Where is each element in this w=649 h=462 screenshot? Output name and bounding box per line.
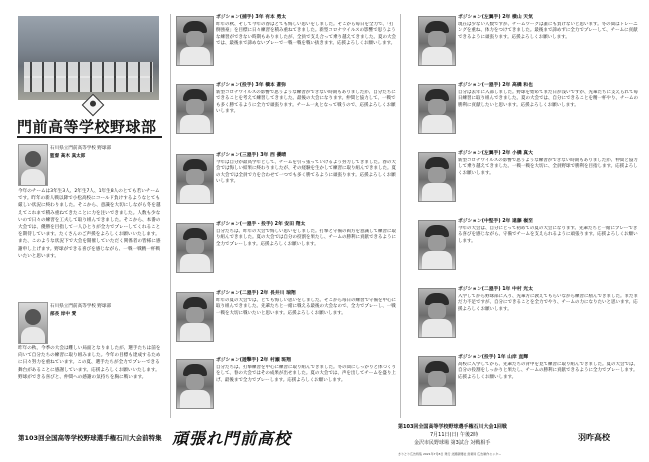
player-photo xyxy=(176,223,214,273)
player-message: 入学してから野球部に入り、先輩方に教えてもらいながら練習に励んできました。まだまだ力不足ですが、自分にできることを全力でやり、チームの力になりたいと思います。応援よろしくお願いします。 xyxy=(458,294,638,312)
player-message: 新型コロナウイルスの影響で思うような練習ができない時期もありましたが、自分たちにできることを考えて練習してきました。最後の大会になります。仲間と協力して、一戦でも多く勝てるように全力で頑張ります。チーム一丸となって戦うので、応援よろしくお願いします。 xyxy=(216,90,396,114)
player-message: 自分たちは、打撃練習を中心に練習に取り組んできました。冬の間にしっかりと体づくりをして、春の大会ではその成果が出せました。夏の大会では、声を出してチームを盛り上げ、最後まで全力でプレーします。応援よろしくお願いします。 xyxy=(216,365,396,383)
cheer-banner: 頑張れ門前高校 xyxy=(172,429,292,448)
player-photo xyxy=(418,220,456,270)
player-card xyxy=(418,218,639,273)
player-photo xyxy=(176,154,214,204)
player-photo xyxy=(418,84,456,134)
player-card xyxy=(176,357,397,412)
player-photo xyxy=(418,16,456,66)
player-message: 今年の大会は、自分にとって初めての夏の大会になります。先輩たちと一緒にプレーできる喜びを感じながら、守備でチームを支えられるように頑張ります。応援よろしくお願いします。 xyxy=(458,226,638,244)
game-title: 第103回全国高等学校野球選手権石川大会1回戦 xyxy=(398,424,507,430)
column-divider xyxy=(170,14,171,418)
player-photo xyxy=(176,359,214,409)
director-affiliation: 石川県立門前高等学校 野球部 xyxy=(50,304,112,309)
player-card xyxy=(176,290,397,345)
player-message: 自分は去年に入部しました。野球を始めてまだ日が浅いですが、先輩たちに支えられて毎日練習に取り組んできました。夏の大会では、自分にできることを精一杯やり、チームの勝利に貢献したいと思います。応援よろしくお願いします。 xyxy=(458,90,638,108)
player-photo xyxy=(418,288,456,338)
player-heading: ポジション(中堅手) 2年 遠藤 嶺至 xyxy=(458,219,533,224)
director-message: 昨年の秋、今季の大会は難しい局面となりましたが、選手たちは前を向いて自分たちの練習に取り組みました。今年の目標も達成するために日々努力を重ねています。この夏、選手たちが全力でプレーできる舞台があることに感謝しています。応援よろしくお願いいたします。野球ができる喜びと、仲間への感謝の気持ちを胸に戦います。 xyxy=(18,346,161,380)
player-message: 昨年の秋、そして今年の春はとても悔しい思いをしました。そこから毎日を全力で、「打倒強豪」を目標に日々練習を積み重ねてきました。新型コロナウイルスの影響で思うような練習ができない時期もありましたが、全員で支え合って乗り越えてきました。夏の大会では、最後まで諦めないプレーで一戦一戦を戦い抜きます。応援よろしくお願いします。 xyxy=(216,22,396,46)
player-heading: ポジション(遊撃手) 2年 村瀬 斑翔 xyxy=(216,358,291,363)
player-card xyxy=(418,286,639,341)
player-heading: ポジション(一塁手) 2年 高橋 和也 xyxy=(458,83,533,88)
school-title: 門前高等学校野球部 xyxy=(17,118,157,136)
game-venue: 金沢市民野球場 第3試合 対戦相手 xyxy=(414,440,491,446)
player-card xyxy=(418,82,639,137)
player-message: 自分たちは、昨年の大会で悔しい思いをしました。打撃と守備の両方を意識して練習に取り組んできました。夏の大会では自分の役割を果たし、チームの勝利に貢献できるように全力でプレーします。応援よろしくお願いします。 xyxy=(216,229,396,247)
player-card xyxy=(176,152,397,207)
coach-affiliation: 石川県立門前高等学校 野球部 xyxy=(50,146,112,151)
director-photo xyxy=(18,302,48,344)
player-card xyxy=(176,14,397,69)
game-date: 7月11日(日) 午後2時 xyxy=(430,432,479,438)
player-heading: ポジション(一塁手・投手) 2年 安田 翔太 xyxy=(216,222,306,227)
player-heading: ポジション(投手) 3年 橋本 蒼弥 xyxy=(216,83,287,88)
player-heading: ポジション(捕手) 3年 有本 勇太 xyxy=(216,15,287,20)
player-heading: ポジション(三塁手) 3年 西 優晴 xyxy=(216,153,287,158)
player-heading: ポジション(投手) 1年 山岸 直輝 xyxy=(458,355,529,360)
player-heading: ポジション(二塁手) 2年 長井川 瑞翔 xyxy=(216,291,296,296)
opponent-name: 羽咋高校 xyxy=(578,433,610,442)
coach-name: 監督 高木 真太郎 xyxy=(50,154,86,159)
player-photo xyxy=(176,84,214,134)
player-card xyxy=(176,221,397,276)
feature-caption: 第103回全国高等学校野球選手権石川大会前特集 xyxy=(18,434,162,442)
player-heading: ポジション(二塁手) 1年 中村 光太 xyxy=(458,287,533,292)
player-message: 昨年の夏の大会では、とても悔しい思いをしました。そこから毎日の練習で守備を中心に取り組んできました。先輩たちと一緒に戦える最後の大会なので、全力でプレーし、一戦一戦を大切に戦いたいと思います。応援よろしくお願いします。 xyxy=(216,298,396,316)
column-divider xyxy=(400,14,401,418)
player-photo xyxy=(176,16,214,66)
title-divider xyxy=(17,136,162,138)
player-message: 新型コロナウイルスの影響で思うような練習ができない時期もありましたが、仲間と協力して乗り越えてきました。一戦一戦を大切に、全員野球で勝利を目指します。応援よろしくお願いします。 xyxy=(458,158,638,176)
player-card xyxy=(418,354,639,409)
coach-message: 今年のチームは3年生3人、2年生7人、1年生8人のとても若いチームです。昨年の新人戦以降で小松高校にコールド負けするようなとても厳しい状況に終わりました。そこから、意識を大切にしながら冬を越えてこれまで積み重ねてきたことに力を注いできました。人数も少ないので日々の練習を工夫して取り組んできました。そこから、本番の大会では、優勝を目指して一人ひとりが全力でプレーしてくれることを期待しています。たくさんのご声援をよろしくお願いいたします。また、このような状況下で大会を開催していただく関係者の皆様に感謝申し上げます。野球ができる喜びを感じながら、一戦一戦精一杯戦いたいと思います。 xyxy=(18,189,161,259)
player-heading: ポジション(左翼手) 2年 小橋 真大 xyxy=(458,151,533,156)
player-message: 現在は少ない人数ですが、チームワークは誰にも負けないと思います。冬の間はトレーニングを重ね、体力をつけてきました。最後まで諦めずに全力でプレーして、チームに貢献できるように頑張ります。応援よろしくお願いします。 xyxy=(458,22,638,40)
player-photo xyxy=(418,356,456,406)
director-name: 部長 岸中 愛 xyxy=(50,312,77,317)
player-photo xyxy=(176,292,214,342)
player-card xyxy=(176,82,397,137)
player-photo xyxy=(418,152,456,202)
team-photo xyxy=(18,16,159,100)
player-heading: ポジション(左翼手) 2年 横山 天気 xyxy=(458,15,533,20)
coach-photo xyxy=(18,144,48,186)
player-message: 高校に入学してから、先輩たちの背中を見て練習に取り組んできました。夏の大会では、自分の役割をしっかりと果たし、チームの勝利に貢献できるように全力でプレーします。応援よろしくお願いします。 xyxy=(458,362,638,380)
player-message: 今年は自分が最高学年として、チームを引っ張っていけるよう努力してきました。春の大会では悔しい結果に終わりましたが、その経験を生かして練習に取り組んできました。夏の大会では全員で力を合わせて一つでも多く勝てるように頑張ります。応援よろしくお願いします。 xyxy=(216,160,396,184)
player-card xyxy=(418,150,639,205)
player-card xyxy=(418,14,639,69)
publisher-note: きりとり広告特集 2021年7月8日 発行 北國新聞社 営業局 広告制作センター xyxy=(398,452,502,456)
